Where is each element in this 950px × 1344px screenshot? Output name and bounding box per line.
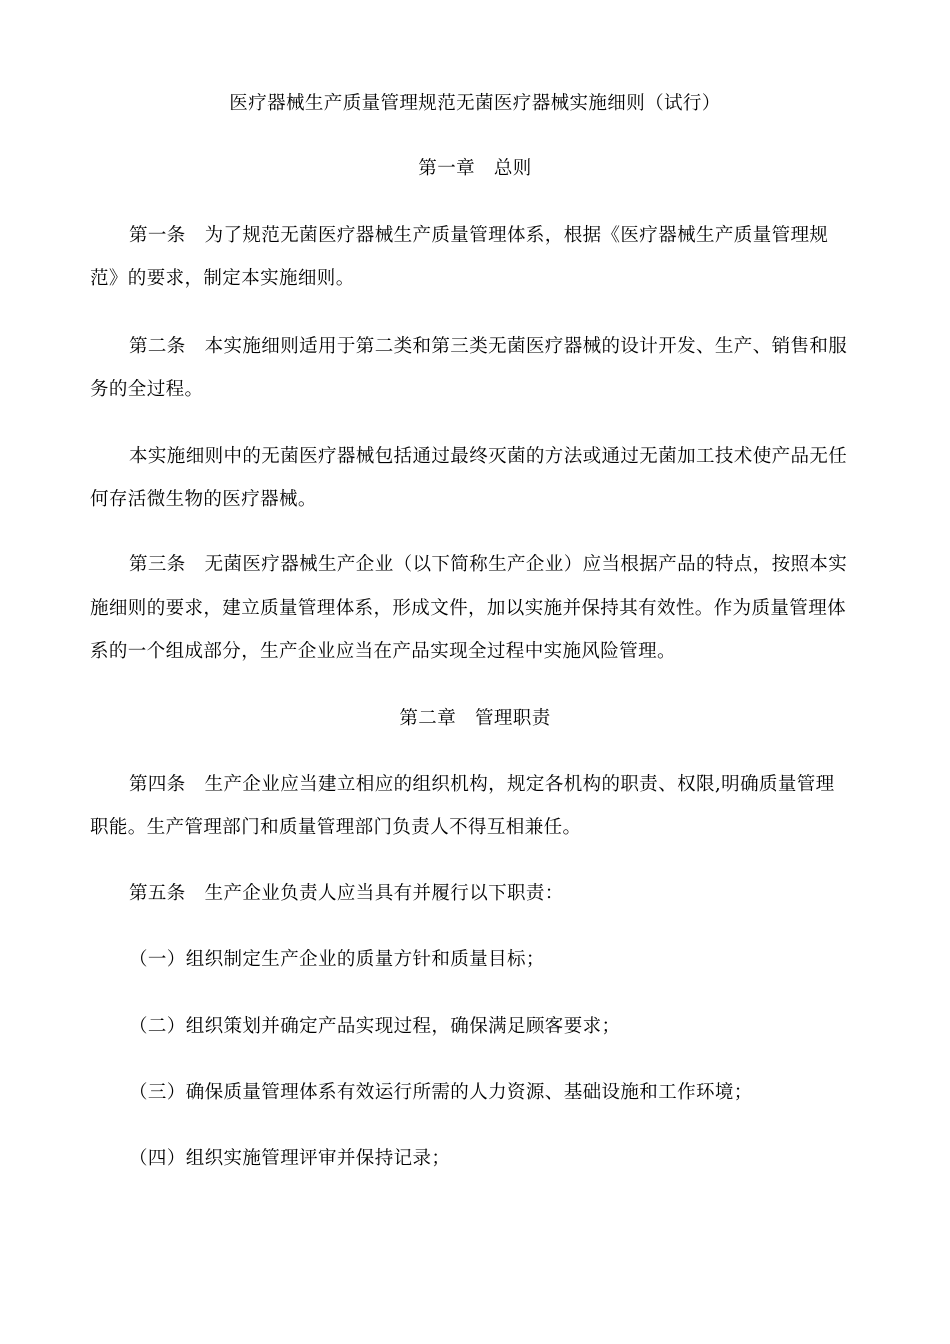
duty-item-4: （四）组织实施管理评审并保持记录； (129, 1148, 451, 1169)
article-5: 第五条 生产企业负责人应当具有并履行以下职责： (129, 883, 564, 904)
scope-paragraph-line-1: 本实施细则中的无菌医疗器械包括通过最终灭菌的方法或通过无菌加工技术使产品无任 (129, 446, 848, 467)
document-title: 医疗器械生产质量管理规范无菌医疗器械实施细则（试行） (229, 93, 721, 114)
article-1-line-2: 范》的要求，制定本实施细则。 (90, 268, 355, 289)
article-4-line-2: 职能。生产管理部门和质量管理部门负责人不得互相兼任。 (90, 817, 582, 838)
article-3-line-1: 第三条 无菌医疗器械生产企业（以下简称生产企业）应当根据产品的特点，按照本实 (129, 554, 848, 575)
duty-item-1: （一）组织制定生产企业的质量方针和质量目标； (129, 949, 545, 970)
article-2-line-2: 务的全过程。 (90, 379, 204, 400)
chapter-1-heading: 第一章 总则 (418, 158, 532, 179)
article-2-line-1: 第二条 本实施细则适用于第二类和第三类无菌医疗器械的设计开发、生产、销售和服 (129, 336, 848, 357)
duty-item-2: （二）组织策划并确定产品实现过程，确保满足顾客要求； (129, 1016, 621, 1037)
article-3-line-2: 施细则的要求，建立质量管理体系，形成文件，加以实施并保持其有效性。作为质量管理体 (90, 598, 847, 619)
chapter-2-heading: 第二章 管理职责 (399, 708, 551, 729)
scope-paragraph-line-2: 何存活微生物的医疗器械。 (90, 489, 317, 510)
article-3-line-3: 系的一个组成部分，生产企业应当在产品实现全过程中实施风险管理。 (90, 641, 676, 662)
article-4-line-1: 第四条 生产企业应当建立相应的组织机构，规定各机构的职责、权限,明确质量管理 (129, 774, 835, 795)
duty-item-3: （三）确保质量管理体系有效运行所需的人力资源、基础设施和工作环境； (129, 1082, 753, 1103)
article-1-line-1: 第一条 为了规范无菌医疗器械生产质量管理体系，根据《医疗器械生产质量管理规 (129, 225, 829, 246)
